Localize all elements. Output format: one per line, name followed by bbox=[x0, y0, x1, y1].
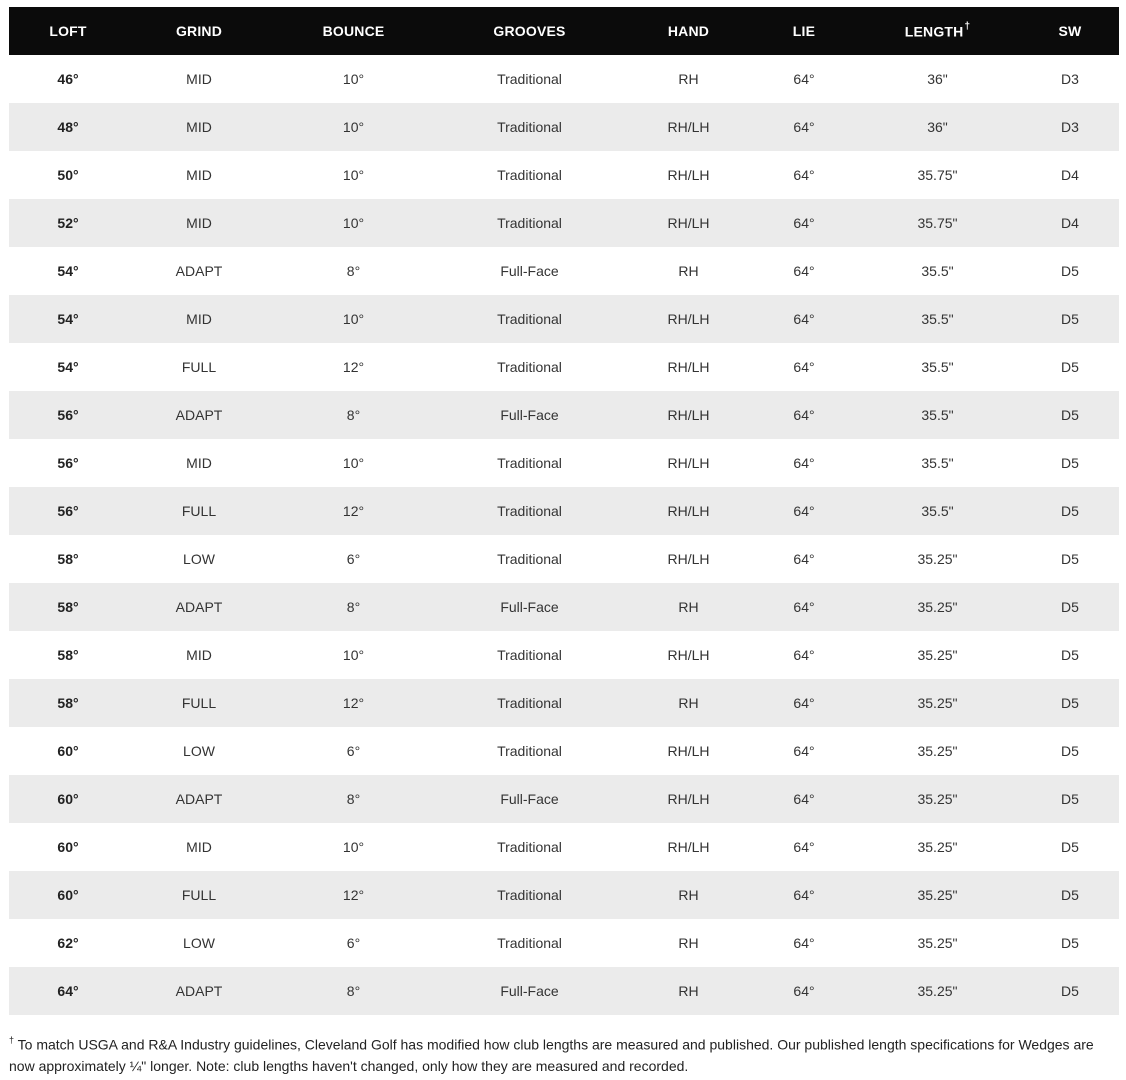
cell-loft: 56° bbox=[57, 455, 79, 471]
cell-loft: 60° bbox=[57, 743, 79, 759]
cell-bounce: 8° bbox=[346, 407, 361, 423]
cell-length: 35.25" bbox=[917, 551, 958, 567]
cell-bounce: 6° bbox=[346, 935, 361, 951]
cell-lie: 64° bbox=[793, 455, 815, 471]
cell-loft: 58° bbox=[57, 695, 79, 711]
cell-length: 35.25" bbox=[917, 791, 958, 807]
cell-grind: LOW bbox=[183, 935, 215, 951]
cell-grind: LOW bbox=[183, 551, 215, 567]
cell-sw: D5 bbox=[1061, 887, 1079, 903]
cell-lie: 64° bbox=[793, 743, 815, 759]
cell-hand: RH/LH bbox=[667, 839, 710, 855]
cell-grooves: Traditional bbox=[497, 551, 562, 567]
table-row bbox=[9, 391, 1119, 439]
cell-length: 35.25" bbox=[917, 647, 958, 663]
cell-bounce: 8° bbox=[346, 263, 361, 279]
cell-bounce: 6° bbox=[346, 743, 361, 759]
header-bounce: BOUNCE bbox=[322, 23, 385, 39]
cell-lie: 64° bbox=[793, 359, 815, 375]
cell-sw: D5 bbox=[1061, 983, 1079, 999]
header-lie: LIE bbox=[792, 23, 816, 39]
cell-length: 35.25" bbox=[917, 743, 958, 759]
cell-loft: 54° bbox=[57, 263, 79, 279]
cell-grind: FULL bbox=[181, 359, 217, 375]
table-body bbox=[9, 55, 1119, 1015]
header-grooves: GROOVES bbox=[493, 23, 566, 39]
cell-loft: 56° bbox=[57, 503, 79, 519]
cell-grooves: Traditional bbox=[497, 311, 562, 327]
cell-loft: 54° bbox=[57, 359, 79, 375]
table-row bbox=[9, 535, 1119, 583]
table-row bbox=[9, 679, 1119, 727]
cell-loft: 62° bbox=[57, 935, 79, 951]
cell-hand: RH/LH bbox=[667, 311, 710, 327]
cell-grind: MID bbox=[186, 311, 212, 327]
cell-sw: D3 bbox=[1061, 119, 1079, 135]
cell-grind: MID bbox=[186, 167, 212, 183]
cell-grind: MID bbox=[186, 119, 212, 135]
cell-hand: RH/LH bbox=[667, 791, 710, 807]
table-row bbox=[9, 583, 1119, 631]
cell-lie: 64° bbox=[793, 407, 815, 423]
cell-lie: 64° bbox=[793, 263, 815, 279]
cell-hand: RH/LH bbox=[667, 455, 710, 471]
cell-grooves: Full-Face bbox=[500, 599, 559, 615]
table-row bbox=[9, 199, 1119, 247]
cell-length: 35.5" bbox=[921, 311, 954, 327]
cell-sw: D5 bbox=[1061, 359, 1079, 375]
cell-loft: 60° bbox=[57, 791, 79, 807]
table-row bbox=[9, 727, 1119, 775]
cell-loft: 60° bbox=[57, 839, 79, 855]
cell-sw: D5 bbox=[1061, 791, 1079, 807]
cell-hand: RH bbox=[678, 935, 699, 951]
header-length bbox=[854, 7, 1021, 55]
cell-sw: D5 bbox=[1061, 599, 1079, 615]
cell-grooves: Traditional bbox=[497, 167, 562, 183]
cell-grooves: Traditional bbox=[497, 359, 562, 375]
cell-lie: 64° bbox=[793, 983, 815, 999]
table-row bbox=[9, 967, 1119, 1015]
footnote-marker: † bbox=[9, 1035, 15, 1045]
cell-grind: ADAPT bbox=[175, 599, 223, 615]
table-row bbox=[9, 151, 1119, 199]
cell-sw: D5 bbox=[1061, 695, 1079, 711]
wedge-spec-table bbox=[9, 7, 1119, 1015]
table-row bbox=[9, 871, 1119, 919]
cell-lie: 64° bbox=[793, 791, 815, 807]
cell-hand: RH/LH bbox=[667, 119, 710, 135]
cell-sw: D5 bbox=[1061, 935, 1079, 951]
cell-bounce: 10° bbox=[342, 839, 365, 855]
header-grind: GRIND bbox=[175, 23, 223, 39]
cell-length: 35.25" bbox=[917, 599, 958, 615]
cell-grind: MID bbox=[186, 839, 212, 855]
cell-bounce: 10° bbox=[342, 455, 365, 471]
cell-grooves: Traditional bbox=[497, 743, 562, 759]
cell-grooves: Traditional bbox=[497, 455, 562, 471]
cell-length: 35.5" bbox=[921, 503, 954, 519]
cell-hand: RH bbox=[678, 695, 699, 711]
cell-grooves: Traditional bbox=[497, 71, 562, 87]
cell-length: 35.5" bbox=[921, 407, 954, 423]
table-header bbox=[9, 7, 1119, 55]
cell-grooves: Traditional bbox=[497, 839, 562, 855]
cell-sw: D5 bbox=[1061, 839, 1079, 855]
cell-length: 36" bbox=[927, 71, 948, 87]
cell-length: 35.5" bbox=[921, 263, 954, 279]
cell-grooves: Traditional bbox=[497, 215, 562, 231]
table-row bbox=[9, 919, 1119, 967]
cell-bounce: 10° bbox=[342, 215, 365, 231]
cell-bounce: 8° bbox=[346, 791, 361, 807]
cell-grind: ADAPT bbox=[175, 791, 223, 807]
cell-length: 35.25" bbox=[917, 935, 958, 951]
cell-sw: D5 bbox=[1061, 311, 1079, 327]
cell-loft: 48° bbox=[57, 119, 79, 135]
cell-bounce: 10° bbox=[342, 71, 365, 87]
cell-lie: 64° bbox=[793, 167, 815, 183]
cell-length: 35.75" bbox=[917, 167, 958, 183]
cell-loft: 52° bbox=[57, 215, 79, 231]
cell-bounce: 12° bbox=[342, 695, 365, 711]
cell-length: 35.25" bbox=[917, 887, 958, 903]
cell-sw: D5 bbox=[1061, 263, 1079, 279]
cell-lie: 64° bbox=[793, 887, 815, 903]
table-row bbox=[9, 823, 1119, 871]
table-row bbox=[9, 487, 1119, 535]
cell-bounce: 10° bbox=[342, 167, 365, 183]
table-row bbox=[9, 295, 1119, 343]
cell-sw: D5 bbox=[1061, 647, 1079, 663]
length-footnote bbox=[9, 1031, 1119, 1077]
cell-sw: D3 bbox=[1061, 71, 1079, 87]
cell-sw: D5 bbox=[1061, 407, 1079, 423]
cell-bounce: 10° bbox=[342, 119, 365, 135]
cell-bounce: 8° bbox=[346, 599, 361, 615]
cell-grind: MID bbox=[186, 71, 212, 87]
cell-lie: 64° bbox=[793, 503, 815, 519]
header-sw: SW bbox=[1058, 23, 1082, 39]
table-row bbox=[9, 631, 1119, 679]
cell-bounce: 10° bbox=[342, 311, 365, 327]
cell-sw: D5 bbox=[1061, 455, 1079, 471]
cell-loft: 46° bbox=[57, 71, 79, 87]
cell-grind: ADAPT bbox=[175, 407, 223, 423]
cell-length: 36" bbox=[927, 119, 948, 135]
footnote-text: To match USGA and R&A Industry guidelines, Cleveland Golf has modified how club lengths are measured and published. Our published length specifications for Wedges are now approximately ¼" longer. Note: club lengths haven't changed, only how they are measured and recorded. bbox=[9, 1036, 1094, 1074]
cell-hand: RH/LH bbox=[667, 503, 710, 519]
cell-hand: RH bbox=[678, 71, 699, 87]
cell-lie: 64° bbox=[793, 71, 815, 87]
cell-grind: FULL bbox=[181, 887, 217, 903]
cell-loft: 54° bbox=[57, 311, 79, 327]
cell-length: 35.25" bbox=[917, 839, 958, 855]
cell-hand: RH bbox=[678, 263, 699, 279]
cell-length: 35.5" bbox=[921, 455, 954, 471]
cell-hand: RH/LH bbox=[667, 743, 710, 759]
cell-lie: 64° bbox=[793, 839, 815, 855]
cell-lie: 64° bbox=[793, 935, 815, 951]
cell-lie: 64° bbox=[793, 647, 815, 663]
cell-grooves: Traditional bbox=[497, 695, 562, 711]
cell-grooves: Traditional bbox=[497, 647, 562, 663]
cell-loft: 56° bbox=[57, 407, 79, 423]
cell-grooves: Traditional bbox=[497, 503, 562, 519]
header-hand: HAND bbox=[667, 23, 710, 39]
cell-hand: RH bbox=[678, 887, 699, 903]
cell-grooves: Traditional bbox=[497, 119, 562, 135]
cell-lie: 64° bbox=[793, 215, 815, 231]
cell-hand: RH/LH bbox=[667, 647, 710, 663]
table-row bbox=[9, 775, 1119, 823]
cell-grooves: Full-Face bbox=[500, 263, 559, 279]
cell-grind: FULL bbox=[181, 695, 217, 711]
cell-lie: 64° bbox=[793, 695, 815, 711]
cell-bounce: 12° bbox=[342, 359, 365, 375]
table-row bbox=[9, 439, 1119, 487]
cell-hand: RH bbox=[678, 599, 699, 615]
cell-loft: 50° bbox=[57, 167, 79, 183]
cell-bounce: 8° bbox=[346, 983, 361, 999]
table-row bbox=[9, 247, 1119, 295]
cell-grind: MID bbox=[186, 647, 212, 663]
cell-bounce: 12° bbox=[342, 887, 365, 903]
cell-grooves: Full-Face bbox=[500, 983, 559, 999]
cell-length: 35.5" bbox=[921, 359, 954, 375]
cell-loft: 58° bbox=[57, 599, 79, 615]
cell-grind: ADAPT bbox=[175, 983, 223, 999]
cell-grooves: Traditional bbox=[497, 887, 562, 903]
cell-hand: RH/LH bbox=[667, 167, 710, 183]
cell-grind: LOW bbox=[183, 743, 215, 759]
cell-loft: 58° bbox=[57, 551, 79, 567]
table-row bbox=[9, 103, 1119, 151]
table-row bbox=[9, 55, 1119, 103]
cell-bounce: 12° bbox=[342, 503, 365, 519]
cell-hand: RH/LH bbox=[667, 359, 710, 375]
header-length-label: LENGTH bbox=[904, 23, 964, 40]
cell-hand: RH/LH bbox=[667, 551, 710, 567]
cell-sw: D5 bbox=[1061, 551, 1079, 567]
cell-grooves: Traditional bbox=[497, 935, 562, 951]
cell-lie: 64° bbox=[793, 311, 815, 327]
cell-loft: 58° bbox=[57, 647, 79, 663]
header-row bbox=[9, 7, 1119, 55]
cell-length: 35.25" bbox=[917, 983, 958, 999]
cell-sw: D5 bbox=[1061, 743, 1079, 759]
table-row bbox=[9, 343, 1119, 391]
cell-sw: D5 bbox=[1061, 503, 1079, 519]
cell-length: 35.75" bbox=[917, 215, 958, 231]
cell-loft: 60° bbox=[57, 887, 79, 903]
length-footnote-marker: † bbox=[964, 20, 971, 32]
cell-lie: 64° bbox=[793, 119, 815, 135]
header-loft: LOFT bbox=[49, 23, 87, 39]
cell-bounce: 10° bbox=[342, 647, 365, 663]
cell-lie: 64° bbox=[793, 551, 815, 567]
cell-hand: RH/LH bbox=[667, 215, 710, 231]
cell-length: 35.25" bbox=[917, 695, 958, 711]
cell-grind: MID bbox=[186, 215, 212, 231]
cell-lie: 64° bbox=[793, 599, 815, 615]
cell-grooves: Full-Face bbox=[500, 407, 559, 423]
cell-grooves: Full-Face bbox=[500, 791, 559, 807]
cell-sw: D4 bbox=[1061, 215, 1079, 231]
cell-bounce: 6° bbox=[346, 551, 361, 567]
cell-hand: RH bbox=[678, 983, 699, 999]
cell-sw: D4 bbox=[1061, 167, 1079, 183]
cell-hand: RH/LH bbox=[667, 407, 710, 423]
cell-grind: MID bbox=[186, 455, 212, 471]
cell-loft: 64° bbox=[57, 983, 79, 999]
cell-grind: ADAPT bbox=[175, 263, 223, 279]
cell-grind: FULL bbox=[181, 503, 217, 519]
